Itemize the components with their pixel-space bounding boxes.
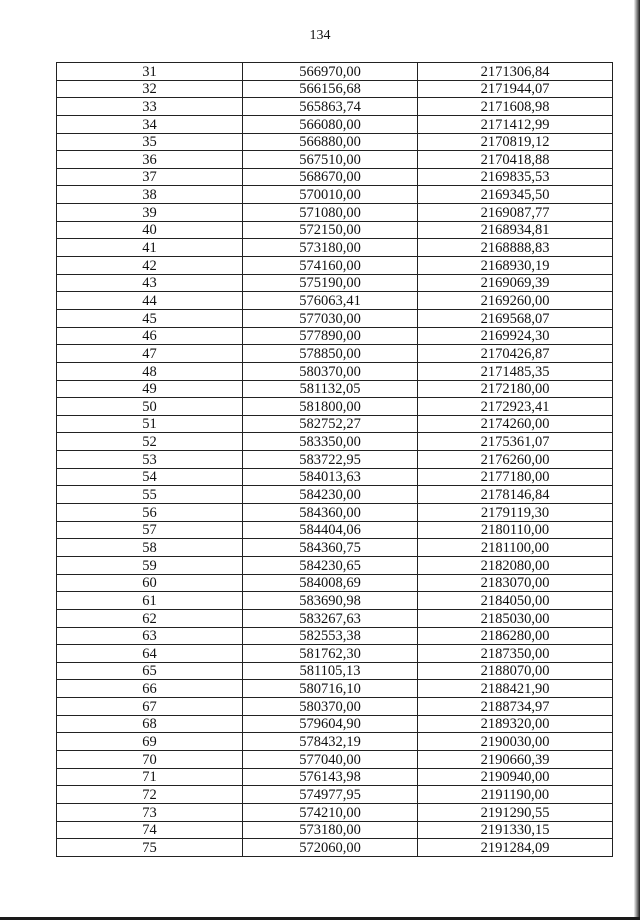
table-row bbox=[57, 468, 613, 486]
y-coordinate-cell: 2170426,87 bbox=[418, 345, 613, 363]
x-coordinate-cell: 573180,00 bbox=[243, 821, 418, 839]
table-row bbox=[57, 63, 613, 81]
x-coordinate-cell: 577040,00 bbox=[243, 750, 418, 768]
point-number-cell: 64 bbox=[57, 645, 243, 663]
x-coordinate-cell: 575190,00 bbox=[243, 274, 418, 292]
point-number-cell: 58 bbox=[57, 539, 243, 557]
x-coordinate-cell: 581762,30 bbox=[243, 645, 418, 663]
y-coordinate-cell: 2187350,00 bbox=[418, 645, 613, 663]
x-coordinate-cell: 573180,00 bbox=[243, 239, 418, 257]
y-coordinate-cell: 2179119,30 bbox=[418, 504, 613, 522]
point-number-cell: 33 bbox=[57, 98, 243, 116]
table-row bbox=[57, 221, 613, 239]
y-coordinate-cell: 2168930,19 bbox=[418, 257, 613, 275]
x-coordinate-cell: 584230,00 bbox=[243, 486, 418, 504]
y-coordinate-cell: 2186280,00 bbox=[418, 627, 613, 645]
y-coordinate-cell: 2190940,00 bbox=[418, 768, 613, 786]
x-coordinate-cell: 584360,00 bbox=[243, 504, 418, 522]
point-number-cell: 39 bbox=[57, 204, 243, 222]
x-coordinate-cell: 566080,00 bbox=[243, 115, 418, 133]
table-row bbox=[57, 698, 613, 716]
y-coordinate-cell: 2188421,90 bbox=[418, 680, 613, 698]
table-row bbox=[57, 521, 613, 539]
x-coordinate-cell: 580716,10 bbox=[243, 680, 418, 698]
table-row bbox=[57, 186, 613, 204]
x-coordinate-cell: 565863,74 bbox=[243, 98, 418, 116]
point-number-cell: 41 bbox=[57, 239, 243, 257]
x-coordinate-cell: 576063,41 bbox=[243, 292, 418, 310]
x-coordinate-cell: 574160,00 bbox=[243, 257, 418, 275]
table-row bbox=[57, 362, 613, 380]
x-coordinate-cell: 566970,00 bbox=[243, 63, 418, 81]
y-coordinate-cell: 2190660,39 bbox=[418, 750, 613, 768]
y-coordinate-cell: 2174260,00 bbox=[418, 415, 613, 433]
point-number-cell: 32 bbox=[57, 80, 243, 98]
y-coordinate-cell: 2191190,00 bbox=[418, 786, 613, 804]
x-coordinate-cell: 571080,00 bbox=[243, 204, 418, 222]
x-coordinate-cell: 584404,06 bbox=[243, 521, 418, 539]
point-number-cell: 37 bbox=[57, 168, 243, 186]
x-coordinate-cell: 572150,00 bbox=[243, 221, 418, 239]
table-row bbox=[57, 433, 613, 451]
point-number-cell: 65 bbox=[57, 662, 243, 680]
y-coordinate-cell: 2177180,00 bbox=[418, 468, 613, 486]
x-coordinate-cell: 578850,00 bbox=[243, 345, 418, 363]
x-coordinate-cell: 581132,05 bbox=[243, 380, 418, 398]
y-coordinate-cell: 2175361,07 bbox=[418, 433, 613, 451]
point-number-cell: 35 bbox=[57, 133, 243, 151]
point-number-cell: 46 bbox=[57, 327, 243, 345]
x-coordinate-cell: 582553,38 bbox=[243, 627, 418, 645]
table-row bbox=[57, 733, 613, 751]
y-coordinate-cell: 2191284,09 bbox=[418, 839, 613, 857]
point-number-cell: 60 bbox=[57, 574, 243, 592]
x-coordinate-cell: 584013,63 bbox=[243, 468, 418, 486]
y-coordinate-cell: 2171485,35 bbox=[418, 362, 613, 380]
point-number-cell: 66 bbox=[57, 680, 243, 698]
table-row bbox=[57, 539, 613, 557]
y-coordinate-cell: 2189320,00 bbox=[418, 715, 613, 733]
table-row bbox=[57, 839, 613, 857]
x-coordinate-cell: 566880,00 bbox=[243, 133, 418, 151]
y-coordinate-cell: 2191330,15 bbox=[418, 821, 613, 839]
table-row bbox=[57, 151, 613, 169]
point-number-cell: 44 bbox=[57, 292, 243, 310]
x-coordinate-cell: 579604,90 bbox=[243, 715, 418, 733]
point-number-cell: 43 bbox=[57, 274, 243, 292]
x-coordinate-cell: 583722,95 bbox=[243, 451, 418, 469]
x-coordinate-cell: 584230,65 bbox=[243, 556, 418, 574]
point-number-cell: 75 bbox=[57, 839, 243, 857]
table-row bbox=[57, 556, 613, 574]
x-coordinate-cell: 580370,00 bbox=[243, 698, 418, 716]
table-row bbox=[57, 662, 613, 680]
y-coordinate-cell: 2190030,00 bbox=[418, 733, 613, 751]
x-coordinate-cell: 581800,00 bbox=[243, 398, 418, 416]
y-coordinate-cell: 2171608,98 bbox=[418, 98, 613, 116]
y-coordinate-cell: 2181100,00 bbox=[418, 539, 613, 557]
point-number-cell: 51 bbox=[57, 415, 243, 433]
table-row bbox=[57, 274, 613, 292]
x-coordinate-cell: 574210,00 bbox=[243, 803, 418, 821]
x-coordinate-cell: 568670,00 bbox=[243, 168, 418, 186]
point-number-cell: 63 bbox=[57, 627, 243, 645]
y-coordinate-cell: 2168888,83 bbox=[418, 239, 613, 257]
x-coordinate-cell: 584360,75 bbox=[243, 539, 418, 557]
point-number-cell: 52 bbox=[57, 433, 243, 451]
table-row bbox=[57, 821, 613, 839]
table-row bbox=[57, 627, 613, 645]
table-row bbox=[57, 80, 613, 98]
table-row bbox=[57, 98, 613, 116]
y-coordinate-cell: 2171412,99 bbox=[418, 115, 613, 133]
y-coordinate-cell: 2182080,00 bbox=[418, 556, 613, 574]
point-number-cell: 31 bbox=[57, 63, 243, 81]
x-coordinate-cell: 580370,00 bbox=[243, 362, 418, 380]
table-row bbox=[57, 768, 613, 786]
x-coordinate-cell: 576143,98 bbox=[243, 768, 418, 786]
y-coordinate-cell: 2169069,39 bbox=[418, 274, 613, 292]
x-coordinate-cell: 582752,27 bbox=[243, 415, 418, 433]
y-coordinate-cell: 2170418,88 bbox=[418, 151, 613, 169]
point-number-cell: 56 bbox=[57, 504, 243, 522]
y-coordinate-cell: 2172923,41 bbox=[418, 398, 613, 416]
page-number: 134 bbox=[309, 28, 331, 43]
table-row bbox=[57, 239, 613, 257]
x-coordinate-cell: 566156,68 bbox=[243, 80, 418, 98]
x-coordinate-cell: 583267,63 bbox=[243, 609, 418, 627]
y-coordinate-cell: 2176260,00 bbox=[418, 451, 613, 469]
table-row bbox=[57, 292, 613, 310]
point-number-cell: 50 bbox=[57, 398, 243, 416]
table-row bbox=[57, 609, 613, 627]
y-coordinate-cell: 2183070,00 bbox=[418, 574, 613, 592]
table-row bbox=[57, 168, 613, 186]
point-number-cell: 47 bbox=[57, 345, 243, 363]
point-number-cell: 45 bbox=[57, 309, 243, 327]
y-coordinate-cell: 2172180,00 bbox=[418, 380, 613, 398]
table-row bbox=[57, 451, 613, 469]
table-row bbox=[57, 398, 613, 416]
y-coordinate-cell: 2171306,84 bbox=[418, 63, 613, 81]
y-coordinate-cell: 2178146,84 bbox=[418, 486, 613, 504]
y-coordinate-cell: 2169345,50 bbox=[418, 186, 613, 204]
table-row bbox=[57, 680, 613, 698]
table-row bbox=[57, 415, 613, 433]
coordinates-table-body bbox=[57, 63, 613, 857]
table-row bbox=[57, 786, 613, 804]
table-row bbox=[57, 803, 613, 821]
x-coordinate-cell: 583690,98 bbox=[243, 592, 418, 610]
x-coordinate-cell: 577890,00 bbox=[243, 327, 418, 345]
y-coordinate-cell: 2188734,97 bbox=[418, 698, 613, 716]
y-coordinate-cell: 2169087,77 bbox=[418, 204, 613, 222]
table-row bbox=[57, 486, 613, 504]
y-coordinate-cell: 2168934,81 bbox=[418, 221, 613, 239]
point-number-cell: 40 bbox=[57, 221, 243, 239]
table-row bbox=[57, 592, 613, 610]
table-row bbox=[57, 257, 613, 275]
point-number-cell: 57 bbox=[57, 521, 243, 539]
y-coordinate-cell: 2185030,00 bbox=[418, 609, 613, 627]
point-number-cell: 53 bbox=[57, 451, 243, 469]
point-number-cell: 34 bbox=[57, 115, 243, 133]
point-number-cell: 71 bbox=[57, 768, 243, 786]
point-number-cell: 69 bbox=[57, 733, 243, 751]
x-coordinate-cell: 577030,00 bbox=[243, 309, 418, 327]
y-coordinate-cell: 2191290,55 bbox=[418, 803, 613, 821]
table-row bbox=[57, 645, 613, 663]
point-number-cell: 61 bbox=[57, 592, 243, 610]
point-number-cell: 54 bbox=[57, 468, 243, 486]
y-coordinate-cell: 2184050,00 bbox=[418, 592, 613, 610]
table-row bbox=[57, 715, 613, 733]
point-number-cell: 68 bbox=[57, 715, 243, 733]
table-row bbox=[57, 345, 613, 363]
scan-edge-shadow bbox=[634, 0, 640, 920]
x-coordinate-cell: 574977,95 bbox=[243, 786, 418, 804]
x-coordinate-cell: 570010,00 bbox=[243, 186, 418, 204]
point-number-cell: 70 bbox=[57, 750, 243, 768]
point-number-cell: 38 bbox=[57, 186, 243, 204]
table-row bbox=[57, 574, 613, 592]
y-coordinate-cell: 2169568,07 bbox=[418, 309, 613, 327]
point-number-cell: 67 bbox=[57, 698, 243, 716]
y-coordinate-cell: 2170819,12 bbox=[418, 133, 613, 151]
y-coordinate-cell: 2169835,53 bbox=[418, 168, 613, 186]
y-coordinate-cell: 2169924,30 bbox=[418, 327, 613, 345]
table-row bbox=[57, 380, 613, 398]
x-coordinate-cell: 581105,13 bbox=[243, 662, 418, 680]
x-coordinate-cell: 578432,19 bbox=[243, 733, 418, 751]
table-row bbox=[57, 309, 613, 327]
table-row bbox=[57, 504, 613, 522]
table-row bbox=[57, 327, 613, 345]
x-coordinate-cell: 572060,00 bbox=[243, 839, 418, 857]
point-number-cell: 74 bbox=[57, 821, 243, 839]
table-row bbox=[57, 133, 613, 151]
coordinates-table bbox=[56, 62, 613, 857]
point-number-cell: 48 bbox=[57, 362, 243, 380]
point-number-cell: 36 bbox=[57, 151, 243, 169]
point-number-cell: 59 bbox=[57, 556, 243, 574]
table-row bbox=[57, 204, 613, 222]
y-coordinate-cell: 2171944,07 bbox=[418, 80, 613, 98]
x-coordinate-cell: 567510,00 bbox=[243, 151, 418, 169]
point-number-cell: 55 bbox=[57, 486, 243, 504]
y-coordinate-cell: 2188070,00 bbox=[418, 662, 613, 680]
table-row bbox=[57, 750, 613, 768]
point-number-cell: 62 bbox=[57, 609, 243, 627]
point-number-cell: 72 bbox=[57, 786, 243, 804]
point-number-cell: 42 bbox=[57, 257, 243, 275]
point-number-cell: 49 bbox=[57, 380, 243, 398]
point-number-cell: 73 bbox=[57, 803, 243, 821]
y-coordinate-cell: 2180110,00 bbox=[418, 521, 613, 539]
x-coordinate-cell: 583350,00 bbox=[243, 433, 418, 451]
x-coordinate-cell: 584008,69 bbox=[243, 574, 418, 592]
table-row bbox=[57, 115, 613, 133]
y-coordinate-cell: 2169260,00 bbox=[418, 292, 613, 310]
